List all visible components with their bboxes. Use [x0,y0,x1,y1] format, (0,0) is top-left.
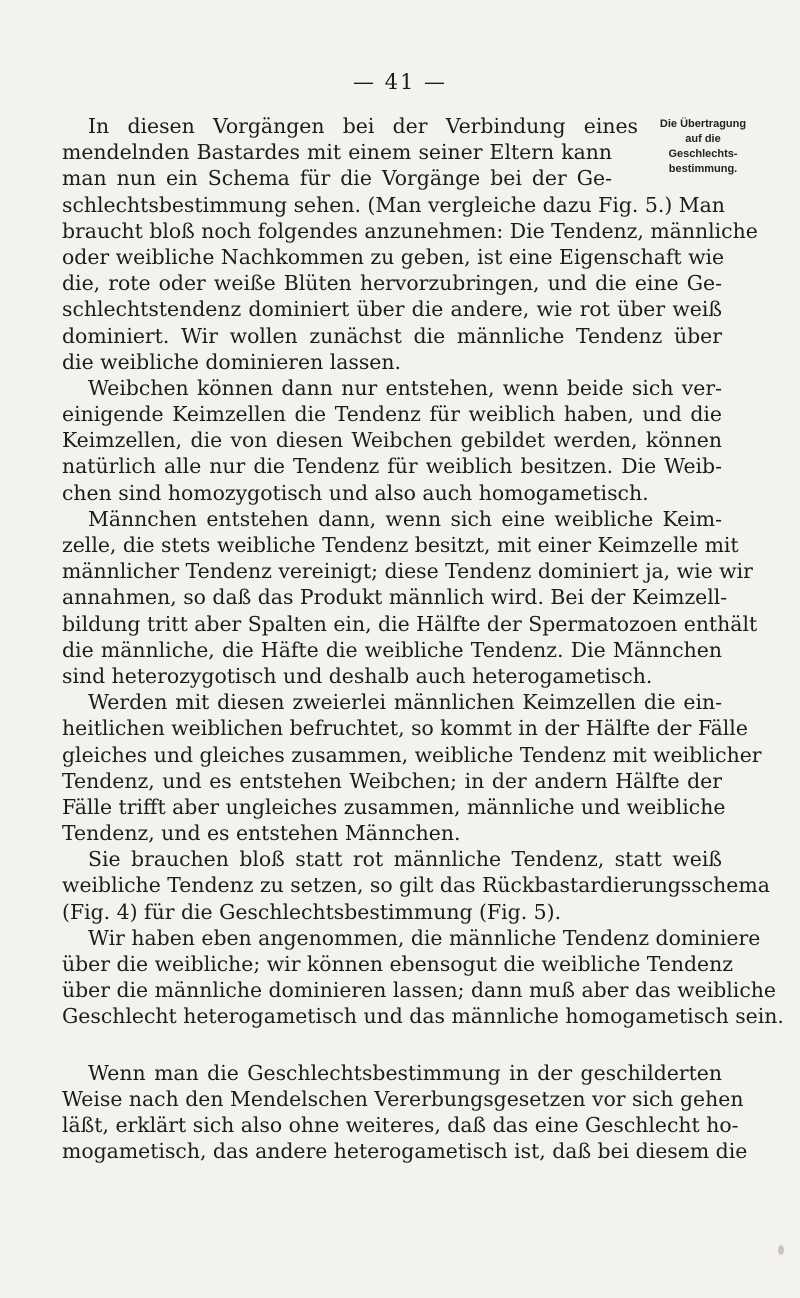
text-line: männlicher Tendenz vereinigt; diese Tendenz dominiert ja, wie wir [62,559,753,584]
text-line: bildung tritt aber Spalten ein, die Hälfte der Spermatozoen enthält [62,611,758,636]
paper-speck [778,1245,784,1255]
text-line: Keimzellen, die von diesen Weibchen gebildet werden, können [62,428,722,453]
page-number: — 41 — [352,70,448,94]
text-line: schlechtsbestimmung sehen. (Man vergleiche dazu Fig. 5.) Man [62,192,725,217]
text-line: Geschlecht heterogametisch und das männliche homogametisch sein. [62,1004,784,1029]
text-line: schlechtstendenz dominiert über die andere, wie rot über weiß [62,297,722,322]
text-line: In diesen Vorgängen bei der Verbindung eines [88,114,638,138]
margin-note-line: Geschlechts- [668,148,738,160]
text-line: einigende Keimzellen die Tendenz für weiblich haben, und die [62,402,722,427]
text-line: Fälle trifft aber ungleiches zusammen, männliche und weibliche [62,794,726,819]
text-line: Sie brauchen bloß statt rot männliche Tendenz, statt weiß [88,847,722,872]
text-line: gleiches und gleiches zusammen, weibliche Tendenz mit weiblicher [62,742,762,767]
paragraph-gap [62,1030,722,1060]
text-line: Wir haben eben angenommen, die männliche Tendenz dominiere [88,925,761,950]
text-line: oder weibliche Nachkommen zu geben, ist eine Eigenschaft wie [62,244,725,269]
text-line: dominiert. Wir wollen zunächst die männliche Tendenz über [62,323,722,348]
text-line: die weibliche dominieren lassen. [62,349,401,374]
margin-note-line: auf die [685,133,721,145]
text-line: Tendenz, und es entstehen Weibchen; in der andern Hälfte der [62,768,722,793]
text-line: Männchen entstehen dann, wenn sich eine weibliche Keim- [88,506,722,531]
text-line: man nun ein Schema für die Vorgänge bei der Ge- [62,166,612,191]
text-line: läßt, erklärt sich also ohne weiteres, daß das eine Geschlecht ho- [62,1112,739,1137]
text-line: (Fig. 4) für die Geschlechtsbestimmung (Fig. 5). [62,899,562,924]
text-line: Werden mit diesen zweierlei männlichen Keimzellen die ein- [88,690,722,715]
text-line: Tendenz, und es entstehen Männchen. [62,821,461,846]
text-line: chen sind homozygotisch und also auch homogametisch. [62,480,649,505]
margin-note-line: bestimmung. [668,163,738,175]
text-line: die, rote oder weiße Blüten hervorzubringen, und die eine Ge- [62,271,722,296]
text-line: Weibchen können dann nur entstehen, wenn beide sich ver- [88,375,722,400]
text-line: weibliche Tendenz zu setzen, so gilt das Rückbastardierungsschema [62,873,770,898]
text-line: über die weibliche; wir können ebensogut die weibliche Tendenz [62,952,733,976]
text-line: braucht bloß noch folgendes anzunehmen: Die Tendenz, männliche [62,218,758,243]
text-line: zelle, die stets weibliche Tendenz besitzt, mit einer Keimzelle mit [62,533,739,557]
text-line: die männliche, die Häfte die weibliche Tendenz. Die Männchen [62,637,722,662]
text-line: mogametisch, das andere heterogametisch ist, daß bei diesem die [62,1139,748,1164]
body-text [62,113,784,1164]
text-line: über die männliche dominieren lassen; dann muß aber das weibliche [62,978,776,1003]
text-line: natürlich alle nur die Tendenz für weiblich besitzen. Die Weib- [62,454,722,479]
margin-note-line: Die Übertragung [659,118,747,130]
text-line: sind heterozygotisch und deshalb auch heterogametisch. [62,663,653,688]
text-line: Weise nach den Mendelschen Vererbungsgesetzen vor sich gehen [62,1086,744,1111]
text-line: mendelnden Bastardes mit einem seiner Eltern kann [62,140,612,165]
text-line: Wenn man die Geschlechtsbestimmung in der geschilderten [88,1060,722,1085]
text-line: annahmen, so daß das Produkt männlich wird. Bei der Keimzell- [62,585,728,610]
text-line: heitlichen weiblichen befruchtet, so kommt in der Hälfte der Fälle [62,716,748,741]
